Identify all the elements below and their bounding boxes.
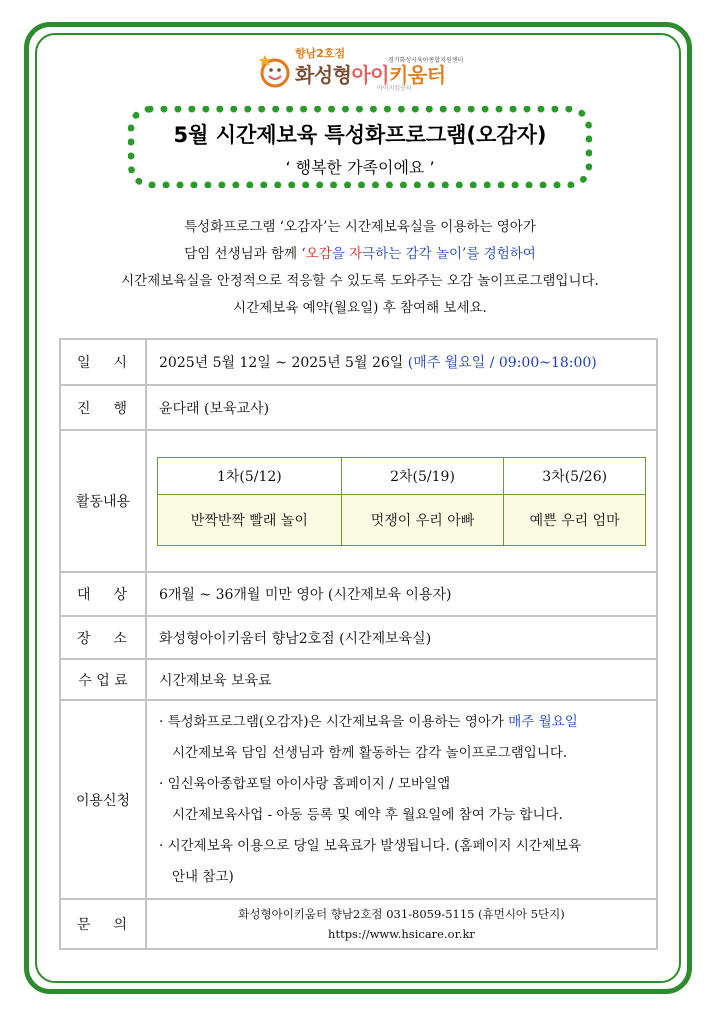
row-label: 활동내용 [60,430,146,572]
intro-line: 시간제보육 예약(월요일) 후 참여해 보세요. [233,300,487,316]
bullet-line: · 특성화프로그램(오감자)은 시간제보육을 이용하는 영아가 매주 월요일 [159,713,578,730]
logo-branch: 향남2호점 [295,47,346,60]
row-label: 일 시 [60,339,146,385]
date-value: 2025년 5월 12일 ~ 2025년 5월 26일 (매주 월요일 / 09:00~18:00) [146,339,657,385]
apply-value [146,700,657,899]
logo-name: 화성형아이키움터 [295,63,446,87]
fee-value: 시간제보육 보육료 [146,659,657,700]
table-row [60,616,657,659]
session-round: 1차(5/12) [158,457,342,494]
bullet-line: 시간제보육 담임 선생님과 함께 활동하는 감각 놀이프로그램입니다. [172,744,568,761]
table-row [60,339,657,385]
table-row [60,572,657,616]
table-row [60,430,657,572]
intro-text [60,214,660,322]
place-value: 화성형아이키움터 향남2호점 (시간제보육실) [146,616,657,659]
bullet-line: 시간제보육사업 - 아동 등록 및 예약 후 월요일에 참여 가능 합니다. [172,806,563,823]
contact-url[interactable]: https://www.hsicare.or.kr [328,927,475,941]
bullet-line: · 임신육아종합포털 아이사랑 홈페이지 / 모바일앱 [159,775,451,792]
smiley-logo-icon [257,53,293,89]
logo-tagline: 아이지킴공터 [377,85,412,92]
title-box [128,106,592,188]
target-value: 6개월 ~ 36개월 미만 영아 (시간제보육 이용자) [146,572,657,616]
row-label: 이용신청 [60,700,146,899]
row-label: 진 행 [60,385,146,430]
activity-cell [146,430,657,572]
session-round: 3차(5/26) [504,457,646,494]
session-round: 2차(5/19) [341,457,504,494]
table-row [60,385,657,430]
contact-address: 화성형아이키움터 향남2호점 031-8059-5115 (휴먼시아 5단지) [238,907,565,921]
activity-table [157,457,646,546]
partner-logo: 경기화성시육아종합지원센터 [388,57,464,64]
contact-value [146,899,657,949]
session-title: 멋쟁이 우리 아빠 [341,494,504,545]
table-row [60,659,657,700]
bullet-line: · 시간제보육 이용으로 당일 보육료가 발생됩니다. (홈페이지 시간제보육 [159,837,582,854]
table-row [60,899,657,949]
intro-line: 특성화프로그램 ‘오감자’는 시간제보육실을 이용하는 영아가 [184,219,536,235]
session-title: 예쁜 우리 엄마 [504,494,646,545]
info-table [59,338,658,950]
table-row [60,700,657,899]
logo [255,45,485,95]
row-label: 문 의 [60,899,146,949]
row-label: 수 업 료 [60,659,146,700]
leader-value: 윤다래 (보육교사) [146,385,657,430]
intro-line: 담임 선생님과 함께 ‘오감을 자극하는 감각 놀이’를 경험하여 [184,246,536,262]
bullet-line: 안내 참고) [172,868,234,885]
row-label: 대 상 [60,572,146,616]
row-label: 장 소 [60,616,146,659]
page-subtitle: ‘ 행복한 가족이에요 ’ [285,158,435,177]
page-title: 5월 시간제보육 특성화프로그램(오감자) [173,123,547,147]
intro-line: 시간제보육실을 안정적으로 적응할 수 있도록 도와주는 오감 놀이프로그램입니다. [121,273,599,289]
session-title: 반짝반짝 빨래 놀이 [158,494,342,545]
